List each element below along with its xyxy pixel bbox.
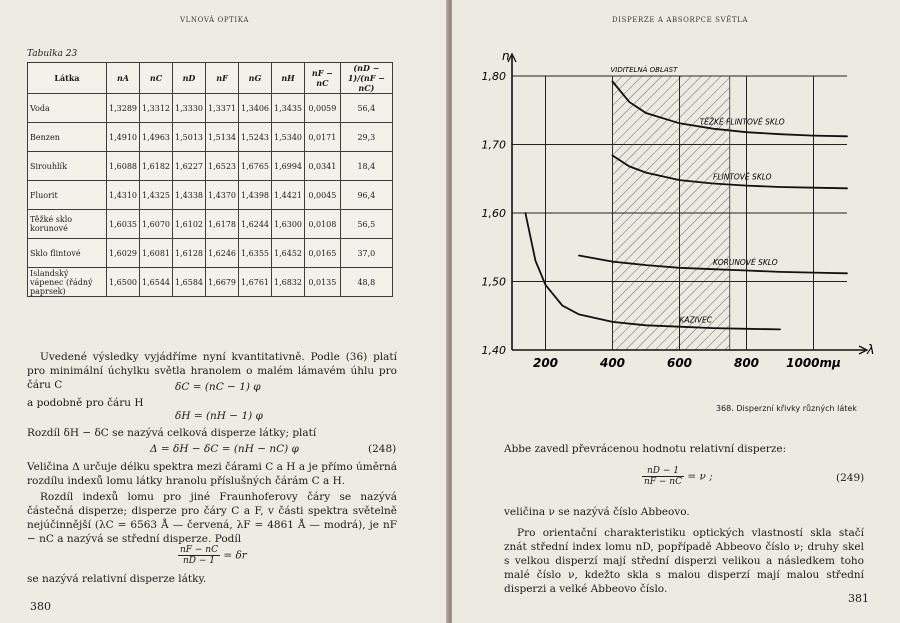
table-cell-value: 0,0341	[305, 152, 341, 181]
table-row	[28, 210, 393, 239]
page-number-right: 381	[848, 592, 869, 605]
equation-delta-c: δC = (nC − 1) φ	[175, 381, 261, 393]
equation-delta-h: δH = (nH − 1) φ	[175, 410, 263, 422]
abbe-numerator: nD − 1	[642, 466, 684, 477]
table-cell-value: 1,6832	[272, 268, 305, 297]
table-cell-substance: Sklo flintové	[28, 239, 107, 268]
relative-dispersion-numerator: nF − nC	[180, 545, 218, 555]
x-tick-label: 1000mμ	[786, 356, 841, 370]
paragraph-spectrum-length: Veličina Δ určuje délku spektra mezi čárami C a H a je přímo úměrná rozdílu indexů lomu látky hranolu příslušných čárám C a H.	[27, 461, 397, 487]
table-cell-value: 1,6182	[140, 152, 173, 181]
table-cell-value: 0,0108	[305, 210, 341, 239]
y-tick-label: 1,80	[481, 70, 506, 83]
abbe-fraction	[642, 466, 684, 487]
table-cell-value: 0,0059	[305, 94, 341, 123]
table-cell-value: 1,3435	[272, 94, 305, 123]
table-cell-value: 48,8	[340, 268, 392, 297]
table-row	[28, 268, 393, 297]
abbe-denominator: nF − nC	[644, 477, 682, 487]
table-cell-value: 1,3330	[173, 94, 206, 123]
table-cell-value: 1,4421	[272, 181, 305, 210]
table-cell-value: 1,6544	[140, 268, 173, 297]
paragraph-total-dispersion: Rozdíl δH − δC se nazývá celková disperze látky; platí	[27, 427, 317, 439]
table-header-5: nG	[239, 63, 272, 94]
table-cell-value: 1,3289	[107, 94, 140, 123]
equation-abbe	[642, 466, 713, 487]
table-row	[28, 181, 393, 210]
table-caption: Tabulka 23	[27, 49, 78, 59]
x-tick-label: 400	[599, 356, 626, 370]
relative-dispersion-symbol: = δr	[223, 549, 247, 562]
table-cell-value: 1,6452	[272, 239, 305, 268]
table-cell-value: 1,6523	[206, 152, 239, 181]
table-cell-value: 1,6300	[272, 210, 305, 239]
y-tick-label: 1,70	[481, 138, 506, 152]
paragraph-quantitative: Uvedené výsledky vyjádříme nyní kvantitativně. Podle (36) platí pro minimální úchylku světla hranolem o malém lámavém úhlu pro čáru C	[27, 351, 397, 391]
chart-x-label: λ	[867, 343, 875, 358]
table-cell-value: 1,3312	[140, 94, 173, 123]
table-cell-value: 1,6088	[107, 152, 140, 181]
curve-label: KAZIVEC	[679, 315, 713, 325]
table-row	[28, 123, 393, 152]
table-cell-value: 1,4325	[140, 181, 173, 210]
chart-x-ticks	[533, 356, 841, 370]
table-cell-value: 0,0171	[305, 123, 341, 152]
relative-dispersion-fraction	[178, 545, 220, 566]
curve-label: TĚŽKÉ FLINTOVÉ SKLO	[699, 117, 785, 127]
table-cell-value: 1,6227	[173, 152, 206, 181]
table-cell-value: 1,5243	[239, 123, 272, 152]
paragraph-abbe-number: veličina ν se nazývá číslo Abbeovo.	[504, 506, 690, 518]
equation-number-248: (248)	[368, 443, 397, 455]
table-cell-value: 1,6070	[140, 210, 173, 239]
y-tick-label: 1,50	[481, 275, 506, 289]
page-number-left: 380	[30, 600, 51, 613]
table-cell-value: 1,3406	[239, 94, 272, 123]
equation-number-249: (249)	[836, 472, 865, 484]
paragraph-abbe: Abbe zavedl převrácenou hodnotu relativní disperze:	[504, 443, 787, 455]
x-tick-label: 800	[733, 356, 760, 370]
table-cell-value: 1,6128	[173, 239, 206, 268]
left-page	[0, 0, 448, 623]
table-header-0: Látka	[28, 63, 107, 94]
table-cell-value: 1,6178	[206, 210, 239, 239]
table-cell-value: 1,4338	[173, 181, 206, 210]
table-cell-value: 1,5013	[173, 123, 206, 152]
table-cell-value: 96,4	[340, 181, 392, 210]
table-cell-value: 1,4963	[140, 123, 173, 152]
table-cell-value: 0,0135	[305, 268, 341, 297]
table-header-8: (nD − 1)/(nF − nC)	[340, 63, 392, 94]
table-cell-value: 56,4	[340, 94, 392, 123]
table-body	[28, 94, 393, 297]
table-header-3: nD	[173, 63, 206, 94]
table-cell-value: 1,6584	[173, 268, 206, 297]
table-cell-substance: Fluorit	[28, 181, 107, 210]
table-cell-value: 1,6244	[239, 210, 272, 239]
table-cell-value: 1,4370	[206, 181, 239, 210]
visible-region-label: VIDITELNÁ OBLAST	[610, 66, 678, 74]
running-head-right: DISPERZE A ABSORPCE SVĚTLA	[612, 16, 749, 24]
table-cell-value: 1,6761	[239, 268, 272, 297]
text-line-h: a podobně pro čáru H	[27, 397, 144, 409]
table-cell-value: 1,6500	[107, 268, 140, 297]
x-tick-label: 600	[666, 356, 693, 370]
table-cell-value: 1,6035	[107, 210, 140, 239]
dispersion-chart	[452, 48, 900, 388]
table-cell-value: 56,5	[340, 210, 392, 239]
table-header-row	[28, 63, 393, 94]
abbe-symbol: = ν ;	[687, 470, 713, 483]
table-cell-value: 1,6679	[206, 268, 239, 297]
table-cell-substance: Sirouhlík	[28, 152, 107, 181]
table-cell-value: 1,6102	[173, 210, 206, 239]
table-cell-value: 37,0	[340, 239, 392, 268]
table-cell-substance: Islandský vápenec (řádný paprsek)	[28, 268, 107, 297]
running-head-left: VLNOVÁ OPTIKA	[180, 16, 249, 24]
table-header-1: nA	[107, 63, 140, 94]
table-cell-value: 1,4398	[239, 181, 272, 210]
table-cell-value: 1,6355	[239, 239, 272, 268]
equation-relative-dispersion	[178, 545, 247, 566]
table-row	[28, 152, 393, 181]
table-header-2: nC	[140, 63, 173, 94]
paragraph-partial-dispersion: Rozdíl indexů lomu pro jiné Fraunhoferovy čáry se nazývá částečná disperze; disperze pro čáry C a F, v části spektra světelně nejúčinnější (λC = 6563 Å — červená, λF = 4861 Å — modrá), je nF − nC a nazývá se střední disperze. Podíl	[27, 491, 397, 545]
table-row	[28, 94, 393, 123]
table-cell-substance: Benzen	[28, 123, 107, 152]
table-cell-value: 1,6246	[206, 239, 239, 268]
table-cell-value: 1,4310	[107, 181, 140, 210]
table-cell-value: 18,4	[340, 152, 392, 181]
table-row	[28, 239, 393, 268]
y-tick-label: 1,60	[481, 207, 506, 220]
table-cell-value: 1,6029	[107, 239, 140, 268]
chart-y-ticks	[482, 70, 507, 357]
figure-caption: 368. Disperzní křivky různých látek	[716, 404, 857, 413]
table-cell-value: 1,6765	[239, 152, 272, 181]
equation-total-dispersion: Δ = δH − δC = (nH − nC) φ	[150, 443, 299, 455]
x-tick-label: 200	[532, 356, 559, 370]
relative-dispersion-denominator: nD − 1	[182, 556, 215, 566]
curve-label: KORUNOVÉ SKLO	[713, 258, 778, 268]
right-page	[452, 0, 900, 623]
table-cell-value: 1,5134	[206, 123, 239, 152]
refractive-index-table	[27, 62, 393, 297]
table-cell-value: 1,6994	[272, 152, 305, 181]
table-cell-substance: Voda	[28, 94, 107, 123]
table-cell-value: 0,0045	[305, 181, 341, 210]
table-cell-value: 1,4910	[107, 123, 140, 152]
table-header-7: nF − nC	[305, 63, 341, 94]
table-cell-value: 1,3371	[206, 94, 239, 123]
table-cell-value: 1,6081	[140, 239, 173, 268]
y-tick-label: 1,40	[481, 344, 506, 357]
table-header-6: nH	[272, 63, 305, 94]
table-cell-substance: Těžké sklo korunové	[28, 210, 107, 239]
table-cell-value: 0,0165	[305, 239, 341, 268]
paragraph-glass-characteristics: Pro orientační charakteristiku optických vlastností skla stačí znát střední index lomu nD, popřípadě Abbeovo číslo ν; druhy skel s velkou disperzí mají střední disperzi velikou a následkem toho malé číslo ν, kdežto skla s malou disperzí mají malou střední disperzi a velké Abbeovo číslo.	[504, 527, 864, 595]
chart-y-label: n	[502, 49, 510, 63]
table-cell-value: 1,5340	[272, 123, 305, 152]
paragraph-relative-dispersion: se nazývá relativní disperze látky.	[27, 573, 207, 585]
table-header-4: nF	[206, 63, 239, 94]
table-cell-value: 29,3	[340, 123, 392, 152]
curve-label: FLINTOVÉ SKLO	[713, 172, 772, 182]
